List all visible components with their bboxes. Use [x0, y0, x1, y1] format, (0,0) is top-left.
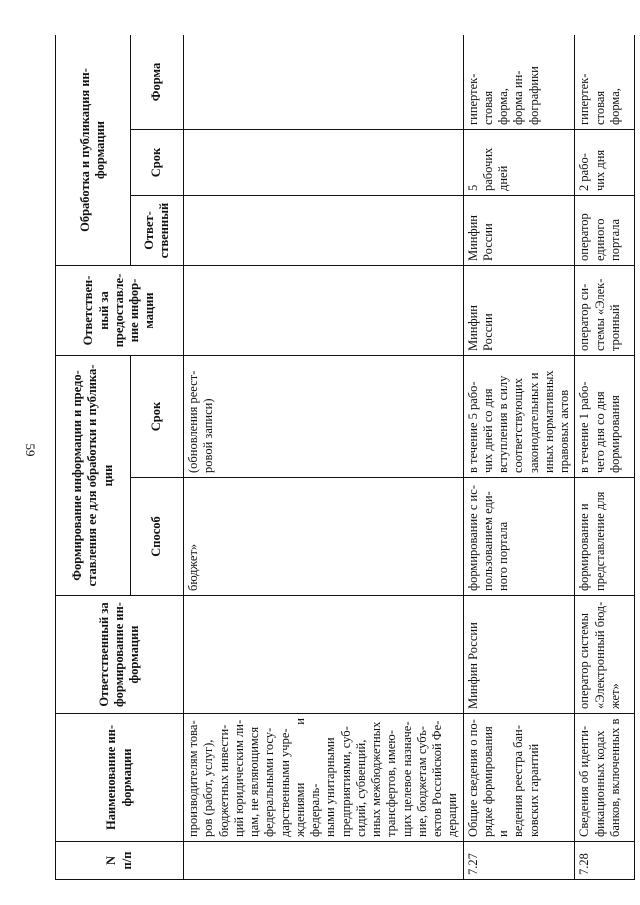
header-p-form: Форма: [131, 35, 184, 130]
table-container: [55, 35, 640, 880]
cell-name: Сведения об иденти- фикационных кодах банков, включенных в: [575, 714, 635, 842]
header-resp-provide: Ответствен- ный за предоставле- ние инфор- мации: [56, 266, 184, 356]
cell-method: формирование с ис- пользованием еди- ного портала: [463, 478, 575, 596]
header-term: Срок: [131, 356, 184, 478]
info-table: [55, 35, 635, 880]
cell-resp-provide: [184, 266, 464, 356]
table-row: [463, 35, 575, 880]
cell-num: [184, 842, 464, 880]
page-number: 59: [23, 443, 38, 457]
cell-p-term: 2 рабо- чих дня: [575, 130, 635, 196]
cell-resp-form: оператор системы «Электронный бюд- жет»: [575, 596, 635, 714]
cell-p-form: гипертек- стовая форма,: [575, 35, 635, 130]
cell-term: в течение 5 рабо- чих дней со дня вступления в силу соответствующих законодательных и иных нормативных правовых актов: [463, 356, 575, 478]
cell-term: в течение 1 рабо- чего дня со дня формирования: [575, 356, 635, 478]
cell-name: производителям това- ров (работ, услуг), бюджетных инвести- ций юридическим ли- цам, не являющимся федеральными госу- дарственными учре- ждениями и федераль- ными унитарными предприятиями, суб- сидий, субвенций, иных межбюджетных трансфертов, имею- щих целевое назначе- ние, бюджетам субъ- ектов Российской Фе- дерации: [184, 714, 464, 842]
header-process-group: Обработка и публикация ин- формации: [56, 35, 131, 266]
header-form-group: Формирование информации и предо- ставления ее для обработки и публика- ции: [56, 356, 131, 596]
header-p-term: Срок: [131, 130, 184, 196]
header-num: N п/п: [56, 842, 184, 880]
cell-num: 7.27: [463, 842, 575, 880]
cell-resp-provide: Минфин России: [463, 266, 575, 356]
cell-p-resp: [184, 196, 464, 266]
cell-resp-provide: оператор си- стемы «Элек- тронный: [575, 266, 635, 356]
cell-p-resp: оператор единого портала: [575, 196, 635, 266]
cell-num: 7.28: [575, 842, 635, 880]
cell-method: формирование и представление для: [575, 478, 635, 596]
cell-p-form: [184, 35, 464, 130]
header-p-resp: Ответ- ственный: [131, 196, 184, 266]
cell-name: Общие сведения о по- рядке формирования и ведения реестра бан- ковских гарантий: [463, 714, 575, 842]
cell-resp-form: Минфин России: [463, 596, 575, 714]
cell-resp-form: [184, 596, 464, 714]
rotated-page: [55, 35, 640, 880]
cell-method: бюджет»: [184, 478, 464, 596]
header-row-1: [56, 35, 131, 880]
cell-p-form: гипертек- стовая форма, форма ин- фографики: [463, 35, 575, 130]
cell-p-resp: Минфин России: [463, 196, 575, 266]
cell-p-term: [184, 130, 464, 196]
header-method: Способ: [131, 478, 184, 596]
header-name: Наименование ин- формации: [56, 714, 184, 842]
cell-p-term: 5 рабочих дней: [463, 130, 575, 196]
header-resp-form: Ответственный за формирование ин- формации: [56, 596, 184, 714]
cell-term: (обновления реест- ровой записи): [184, 356, 464, 478]
table-row: [184, 35, 464, 880]
table-row: [575, 35, 635, 880]
